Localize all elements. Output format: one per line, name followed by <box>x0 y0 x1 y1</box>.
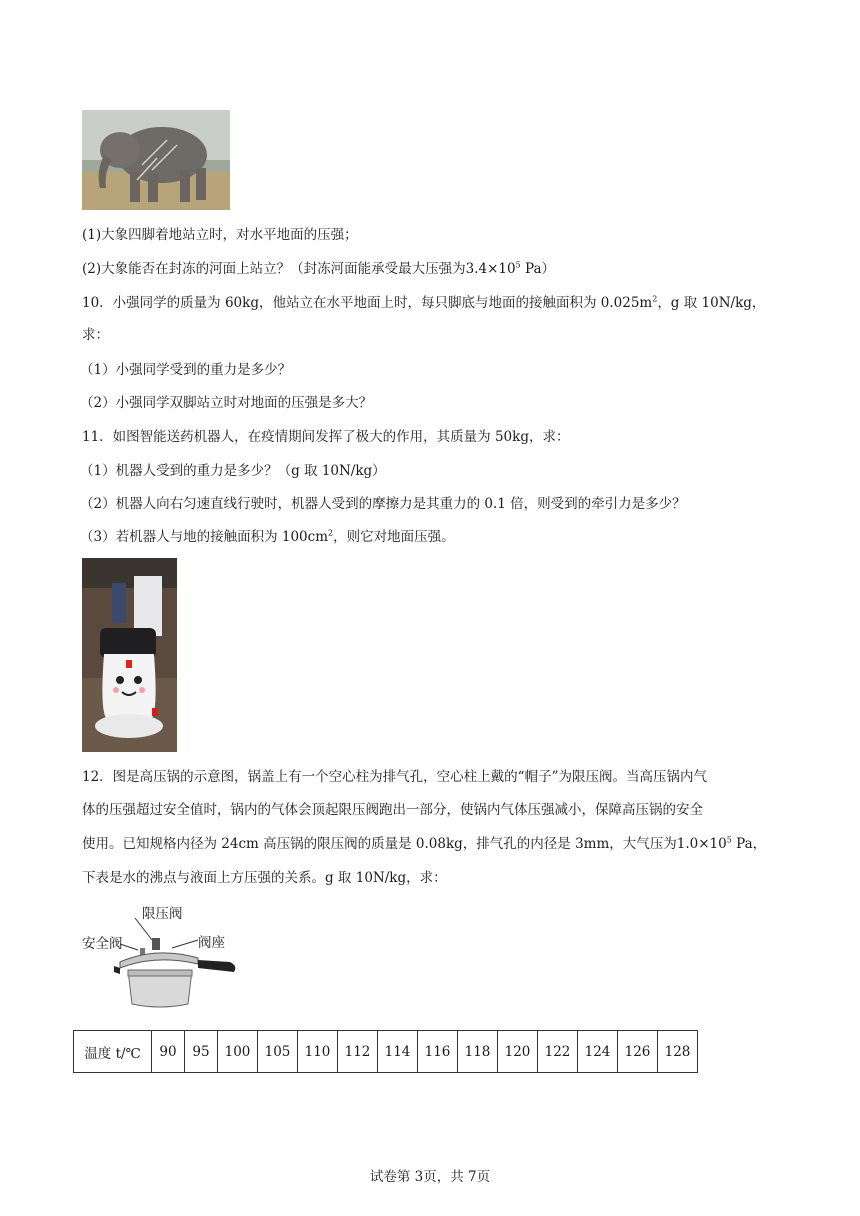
table-cell: 95 <box>185 1031 218 1073</box>
q10-line1-post: ，g 取 10N/kg， <box>657 295 766 311</box>
label-safety-valve: 安全阀 <box>82 936 123 952</box>
q12-line2: 体的压强超过安全值时，锅内的气体会顶起限压阀跑出一部分，使锅内气体压强减小，保障高压锅的安全 <box>82 802 703 818</box>
table-cell: 110 <box>298 1031 338 1073</box>
table-cell: 120 <box>498 1031 538 1073</box>
q12-line3-exp: 5 <box>726 835 732 845</box>
elephant-photo <box>82 110 230 210</box>
q10-sub2: （2）小强同学双脚站立时对地面的压强是多大？ <box>80 395 373 411</box>
q9-sub2-coef: 3.4×10 <box>465 261 516 277</box>
table-cell: 116 <box>418 1031 458 1073</box>
q9-sub2-exp: 5 <box>515 260 521 270</box>
table-header-cell: 温度 t/℃ <box>74 1031 152 1073</box>
table-row <box>74 1031 698 1073</box>
q12-line3-text: 使用。已知规格内径为 24cm 高压锅的限压阀的质量是 0.08kg，排气孔的内径是 3mm，大气压为 <box>82 836 677 852</box>
table-cell: 100 <box>218 1031 258 1073</box>
q9-sub1: (1)大象四脚着地站立时，对水平地面的压强； <box>82 227 358 243</box>
q10-line1-text: 10．小强同学的质量为 60kg，他站立在水平地面上时，每只脚底与地面的接触面积为 0.025m <box>82 295 653 311</box>
q11-sub3-text: （3）若机器人与地的接触面积为 100cm <box>80 529 329 545</box>
page-footer: 试卷第 3页，共 7页 <box>369 1169 491 1185</box>
q12-line1: 12．图是高压锅的示意图，锅盖上有一个空心柱为排气孔，空心柱上戴的“帽子”为限压阀。当高压锅内气 <box>82 769 707 785</box>
q11-line1: 11．如图智能送药机器人，在疫情期间发挥了极大的作用，其质量为 50kg，求： <box>82 429 570 445</box>
table-cell: 124 <box>578 1031 618 1073</box>
table-cell: 122 <box>538 1031 578 1073</box>
robot-photo <box>82 558 177 752</box>
q12-line3-coef: 1.0×10 <box>676 836 727 852</box>
q10-sub1: （1）小强同学受到的重力是多少？ <box>80 362 292 378</box>
q9-sub2-unit: Pa <box>520 261 542 277</box>
q9-sub2-end: ） <box>541 261 556 277</box>
q10-line1 <box>82 294 765 312</box>
q10-line2: 求： <box>82 327 109 343</box>
q11-sub3-exp: 2 <box>328 528 334 538</box>
q9-sub2-text: (2)大象能否在封冻的河面上站立？（封冻河面能承受最大压强为 <box>82 261 466 277</box>
table-cell: 105 <box>258 1031 298 1073</box>
table-cell: 128 <box>658 1031 698 1073</box>
pressure-cooker-diagram <box>80 900 250 1012</box>
q10-line1-exp: 2 <box>652 294 658 304</box>
q11-sub3-post: ，则它对地面压强。 <box>333 529 455 545</box>
q11-sub1: （1）机器人受到的重力是多少？（g 取 10N/kg） <box>80 463 386 479</box>
label-pressure-valve: 限压阀 <box>142 906 183 922</box>
q9-sub2 <box>82 260 555 278</box>
q12-line4: 下表是水的沸点与液面上方压强的关系。g 取 10N/kg，求： <box>82 870 447 886</box>
q12-line3 <box>82 835 766 853</box>
table-cell: 118 <box>458 1031 498 1073</box>
table-cell: 126 <box>618 1031 658 1073</box>
table-cell: 114 <box>378 1031 418 1073</box>
q12-line3-unit: Pa， <box>731 836 767 852</box>
q11-sub3 <box>80 528 455 546</box>
boiling-point-table <box>73 1030 698 1073</box>
q11-sub2: （2）机器人向右匀速直线行驶时，机器人受到的摩擦力是其重力的 0.1 倍，则受到的牵引力是多少？ <box>80 496 686 512</box>
table-cell: 112 <box>338 1031 378 1073</box>
label-valve-seat: 阀座 <box>198 935 225 951</box>
table-cell: 90 <box>152 1031 185 1073</box>
